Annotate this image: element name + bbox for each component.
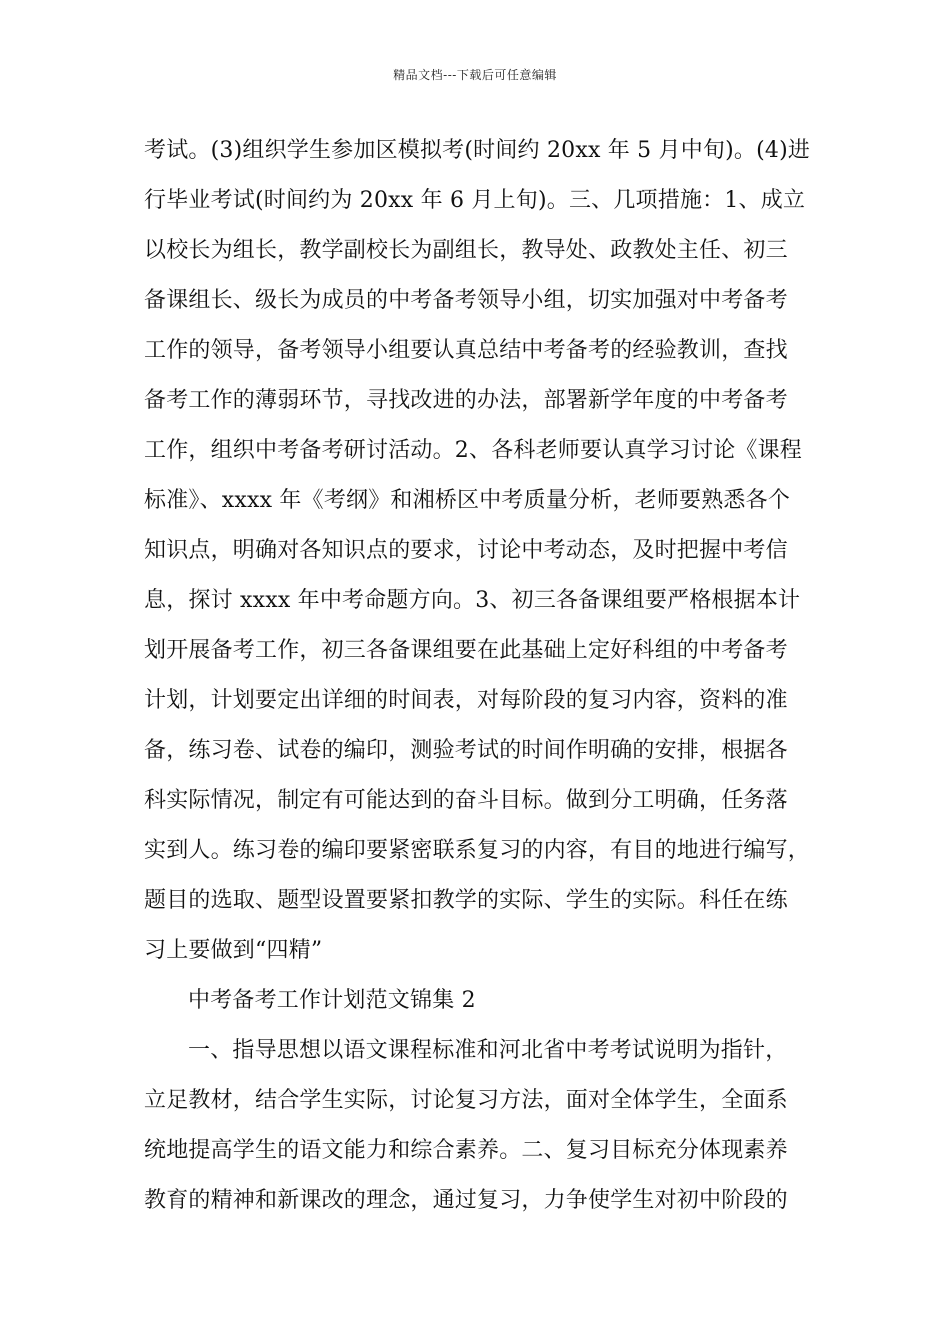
text-line: 以校长为组长，教学副校长为副组长，教导处、政教处主任、初三	[144, 238, 788, 263]
text-line: 标准》、xxxx 年《考纲》和湘桥区中考质量分析，老师要熟悉各个	[144, 488, 791, 513]
text-line: 备，练习卷、试卷的编印，测验考试的时间作明确的安排，根据各	[144, 738, 788, 763]
document-body	[144, 126, 824, 1226]
text-line: 息，探讨 xxxx 年中考命题方向。3、初三各备课组要严格根据本计	[144, 588, 801, 613]
text-line: 考试。(3)组织学生参加区模拟考(时间约 20xx 年 5 月中旬)。(4)进	[144, 138, 811, 163]
text-line: 题目的选取、题型设置要紧扣教学的实际、学生的实际。科任在练	[144, 888, 788, 913]
text-line: 立足教材，结合学生实际，讨论复习方法，面对全体学生，全面系	[144, 1088, 788, 1113]
text-line: 统地提高学生的语文能力和综合素养。二、复习目标充分体现素养	[144, 1138, 788, 1163]
text-line: 习上要做到“四精”	[144, 938, 323, 963]
text-line: 教育的精神和新课改的理念，通过复习，力争使学生对初中阶段的	[144, 1188, 788, 1213]
text-line: 备考工作的薄弱环节，寻找改进的办法，部署新学年度的中考备考	[144, 388, 788, 413]
text-line: 知识点，明确对各知识点的要求，讨论中考动态，及时把握中考信	[144, 538, 788, 563]
text-line: 计划，计划要定出详细的时间表，对每阶段的复习内容，资料的准	[144, 688, 788, 713]
text-line: 实到人。练习卷的编印要紧密联系复习的内容，有目的地进行编写，	[144, 838, 811, 863]
text-line: 科实际情况，制定有可能达到的奋斗目标。做到分工明确，任务落	[144, 788, 788, 813]
text-line: 工作，组织中考备考研讨活动。2、各科老师要认真学习讨论《课程	[144, 438, 802, 463]
text-line: 备课组长、级长为成员的中考备考领导小组，切实加强对中考备考	[144, 288, 788, 313]
text-line: 一、指导思想以语文课程标准和河北省中考考试说明为指针，	[188, 1038, 788, 1063]
text-line: 行毕业考试(时间约为 20xx 年 6 月上旬)。三、几项措施：1、成立	[144, 188, 806, 213]
page-header: 精品文档---下载后可任意编辑	[393, 68, 557, 82]
text-line: 工作的领导，备考领导小组要认真总结中考备考的经验教训，查找	[144, 338, 788, 363]
text-line: 划开展备考工作，初三各备课组要在此基础上定好科组的中考备考	[144, 638, 788, 663]
text-line: 中考备考工作计划范文锦集 2	[188, 988, 476, 1013]
